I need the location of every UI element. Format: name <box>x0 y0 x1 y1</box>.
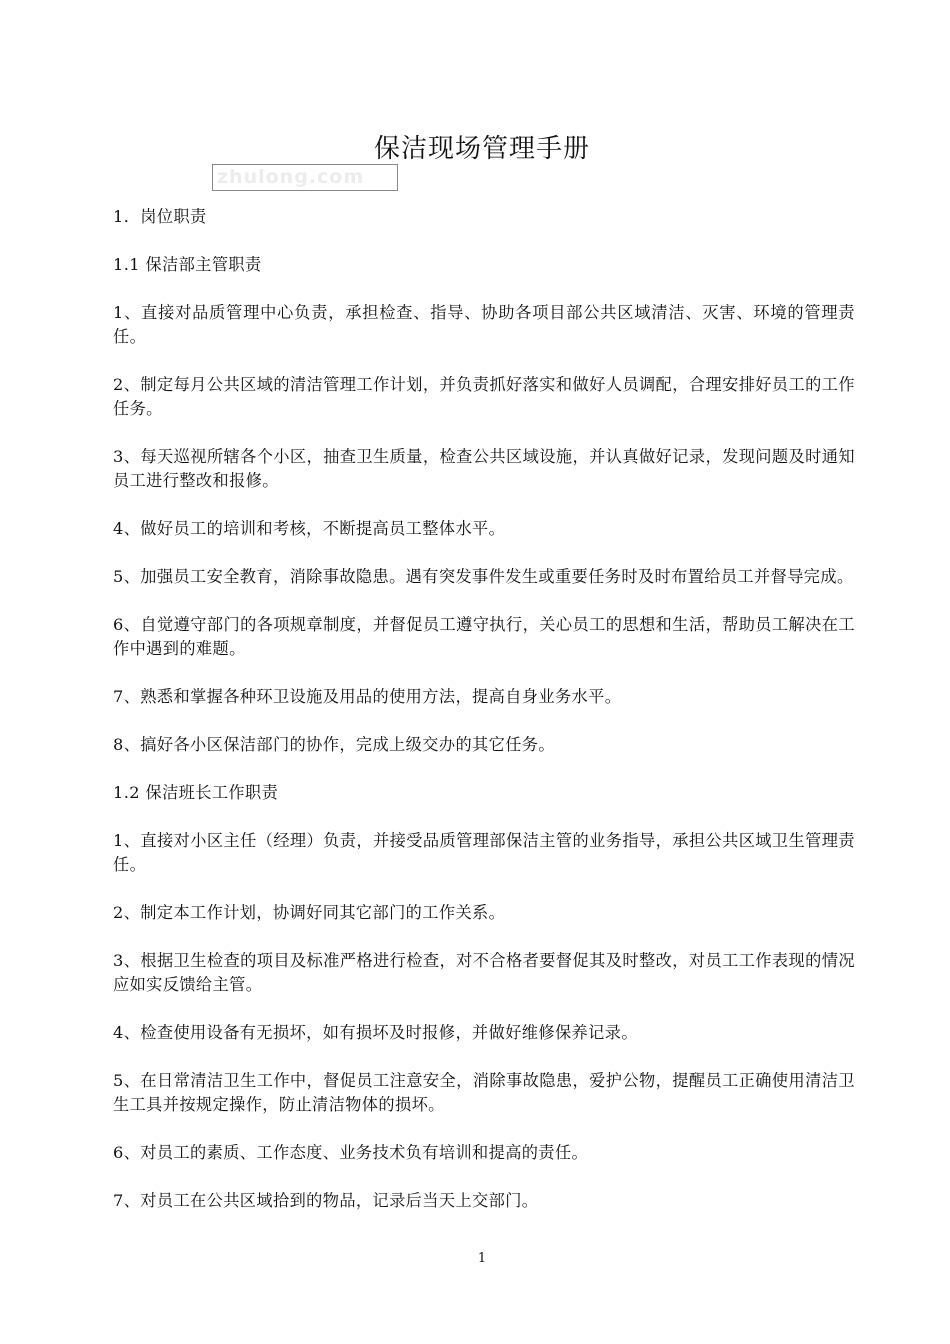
paragraph: 7、对员工在公共区域拾到的物品，记录后当天上交部门。 <box>113 1191 539 1210</box>
paragraph: 6、自觉遵守部门的各项规章制度，并督促员工遵守执行，关心员工的思想和生活，帮助员工解决在工作中遇到的难题。 <box>113 615 855 658</box>
paragraph: 7、熟悉和掌握各种环卫设施及用品的使用方法，提高自身业务水平。 <box>113 687 622 706</box>
paragraph: 3、每天巡视所辖各个小区，抽查卫生质量，检查公共区域设施，并认真做好记录，发现问题及时通知员工进行整改和报修。 <box>113 447 855 490</box>
paragraph: 5、在日常清洁卫生工作中，督促员工注意安全，消除事故隐患，爱护公物，提醒员工正确使用清洁卫生工具并按规定操作，防止清洁物体的损坏。 <box>113 1071 855 1114</box>
section-heading: 1．岗位职责 <box>113 207 207 226</box>
paragraph: 1、直接对小区主任（经理）负责，并接受品质管理部保洁主管的业务指导，承担公共区域卫生管理责任。 <box>113 831 855 874</box>
paragraph: 4、做好员工的培训和考核，不断提高员工整体水平。 <box>113 519 506 538</box>
page-number: 1 <box>477 1251 487 1266</box>
paragraph: 8、搞好各小区保洁部门的协作，完成上级交办的其它任务。 <box>113 735 555 754</box>
paragraph: 1、直接对品质管理中心负责，承担检查、指导、协助各项目部公共区域清洁、灭害、环境的管理责任。 <box>113 303 855 346</box>
subsection-heading: 1.1 保洁部主管职责 <box>113 255 262 274</box>
paragraph: 6、对员工的素质、工作态度、业务技术负有培训和提高的责任。 <box>113 1143 589 1162</box>
document-title: 保洁现场管理手册 <box>373 134 590 164</box>
paragraph: 5、加强员工安全教育，消除事故隐患。遇有突发事件发生或重要任务时及时布置给员工并督导完成。 <box>113 567 854 586</box>
paragraph: 3、根据卫生检查的项目及标准严格进行检查，对不合格者要督促其及时整改，对员工工作表现的情况应如实反馈给主管。 <box>113 951 855 994</box>
watermark-logo: zhulong.com <box>212 164 398 191</box>
paragraph: 4、检查使用设备有无损坏，如有损坏及时报修，并做好维修保养记录。 <box>113 1023 638 1042</box>
paragraph: 2、制定每月公共区域的清洁管理工作计划，并负责抓好落实和做好人员调配，合理安排好员工的工作任务。 <box>113 375 855 418</box>
document-body <box>113 205 855 1213</box>
subsection-heading: 1.2 保洁班长工作职责 <box>113 783 279 802</box>
paragraph: 2、制定本工作计划，协调好同其它部门的工作关系。 <box>113 903 506 922</box>
